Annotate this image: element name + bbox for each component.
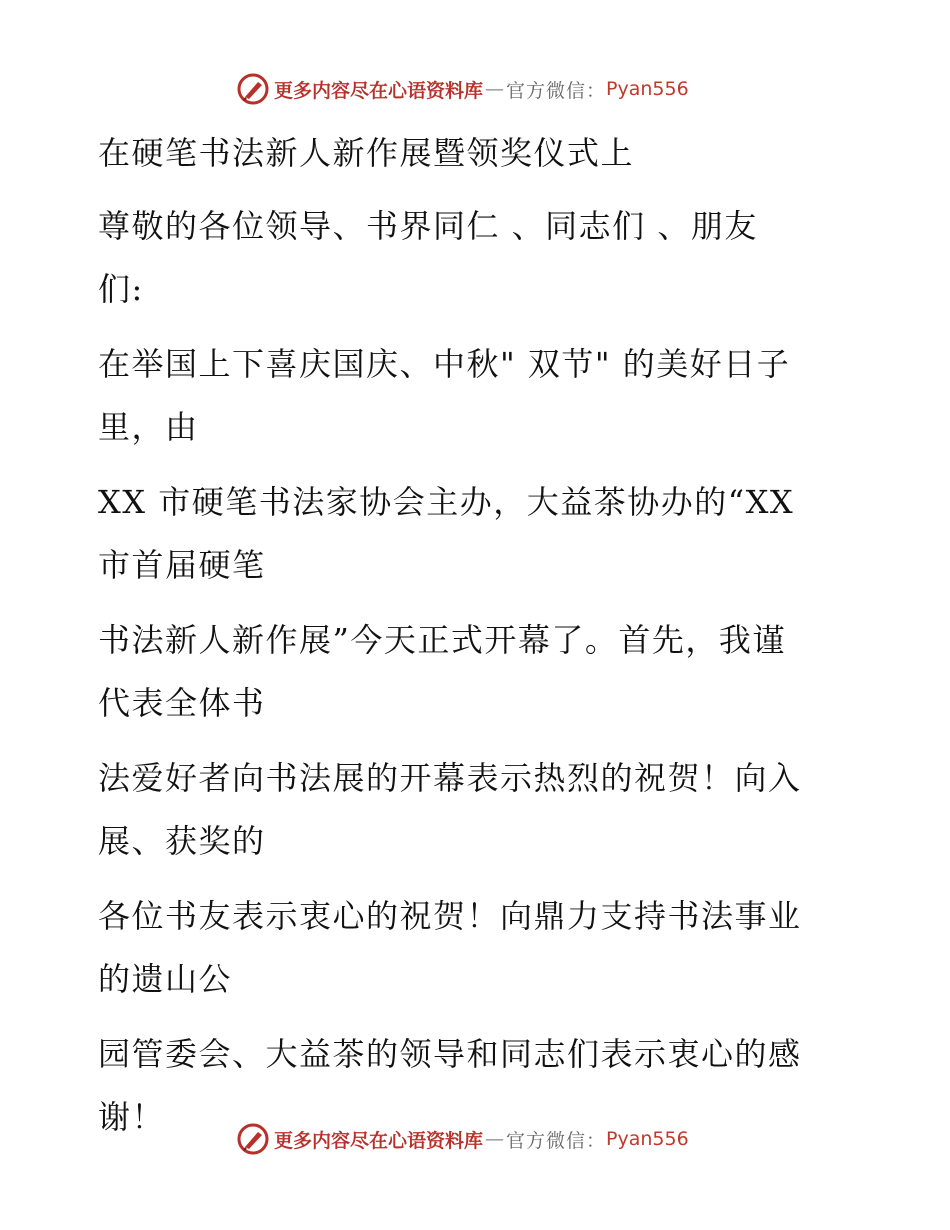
text-line: 书法新人新作展”今天正式开幕了。首先，我谨 代表全体书	[98, 621, 786, 722]
text-line: 各位书友表示衷心的祝贺！向鼎力支持书法事业 的遗山公	[98, 897, 802, 998]
text-line: XX 市硬笔书法家协会主办，大益茶协办的“XX 市首届硬笔	[98, 483, 795, 584]
watermark-separator: —	[485, 78, 505, 100]
header-watermark	[236, 72, 689, 106]
pen-logo-icon	[236, 72, 270, 106]
footer-watermark	[236, 1122, 689, 1156]
text-line: 在硬笔书法新人新作展暨领奖仪式上	[98, 134, 635, 172]
watermark-wechat-id: Pyan556	[606, 78, 689, 100]
text-line: 法爱好者向书法展的开幕表示热烈的祝贺！向入 展、获奖的	[98, 759, 802, 860]
watermark-wechat-label: 官方微信：	[506, 1129, 607, 1152]
watermark-wechat-label: 官方微信：	[506, 79, 607, 102]
pen-logo-icon	[236, 1122, 270, 1156]
text-line: 园管委会、大益茶的领导和同志们表示衷心的感 谢！	[98, 1035, 802, 1136]
watermark-separator: —	[485, 1128, 505, 1150]
document-body	[98, 122, 838, 1149]
watermark-wechat-id: Pyan556	[606, 1128, 689, 1150]
watermark-main-text: 更多内容尽在心语资料库	[274, 1129, 484, 1152]
text-line: 尊敬的各位领导、书界同仁 、同志们 、朋友 们:	[98, 207, 758, 308]
text-line: 在举国上下喜庆国庆、中秋" 双节" 的美好日子 里，由	[98, 345, 791, 446]
watermark-main-text: 更多内容尽在心语资料库	[274, 79, 484, 102]
